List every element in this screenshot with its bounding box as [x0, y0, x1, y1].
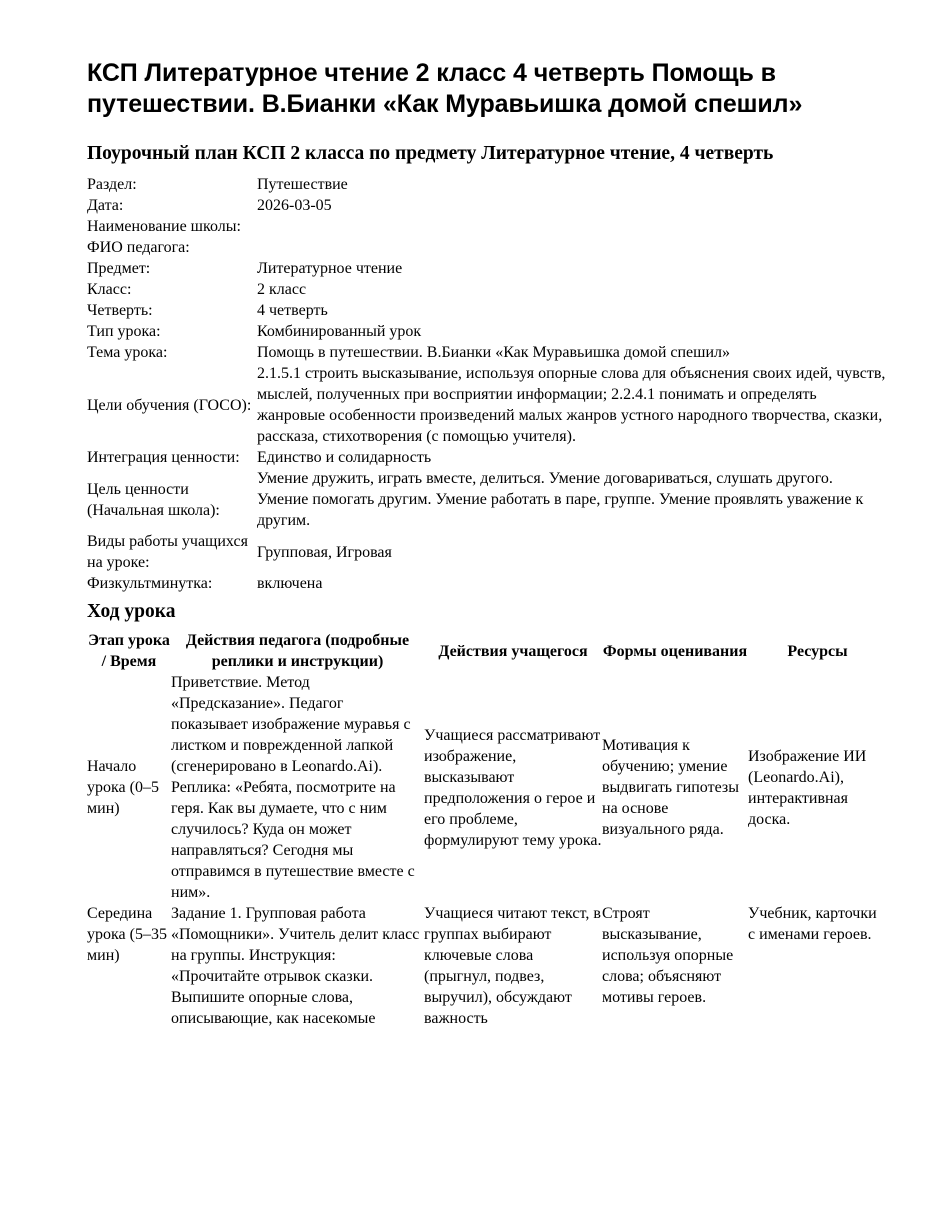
info-value: 2 класс: [257, 281, 307, 298]
cell-teacher: Задание 1. Групповая работа «Помощники». Учитель делит класс на группы. Инструкция: «Прочитайте отрывок сказки. Выпишите опорные слова, описывающие, как насекомые: [171, 905, 420, 1027]
info-label: Дата:: [87, 197, 124, 214]
info-label: Цель ценности (Начальная школа):: [87, 480, 220, 519]
info-value: Помощь в путешествии. В.Бианки «Как Муравьишка домой спешил»: [257, 344, 731, 361]
info-label: Виды работы учащихся на уроке:: [87, 533, 248, 571]
info-value: [257, 237, 887, 258]
cell-stage: Начало урока (0–5 мин): [87, 758, 159, 817]
table-row: [87, 903, 887, 1029]
info-label: Тип урока:: [87, 323, 161, 340]
header-assessment: Формы оценивания: [602, 642, 748, 660]
cell-assessment: Мотивация к обучению; умение выдвигать гипотезы на основе визуального ряда.: [602, 737, 739, 838]
info-label: Наименование школы:: [87, 218, 241, 235]
info-row: [87, 531, 887, 573]
info-value: включена: [257, 575, 323, 592]
cell-resources: Изображение ИИ (Leonardo.Ai), интерактивная доска.: [748, 747, 867, 828]
info-label: Физкультминутка:: [87, 575, 213, 592]
info-value: Групповая, Игровая: [257, 543, 392, 561]
info-row: [87, 447, 887, 468]
page-title: КСП Литературное чтение 2 класс 4 четверть Помощь в путешествии. В.Бианки «Как Муравьишка домой спешил»: [87, 59, 803, 118]
cell-teacher: Приветствие. Метод «Предсказание». Педагог показывает изображение муравья с листком и поврежденной лапкой (сгенерировано в Leonardo.Ai). Реплика: «Ребята, посмотрите на геря. Как вы думаете, что с ним случилось? Куда он может направляться? Сегодня мы отправимся в путешествие вместе с ним».: [171, 674, 415, 901]
plan-subtitle: Поурочный план КСП 2 класса по предмету Литературное чтение, 4 четверть: [87, 143, 774, 164]
lesson-steps-table: [87, 630, 887, 1029]
info-label: Четверть:: [87, 302, 153, 319]
cell-resources: Учебник, карточки с именами героев.: [748, 905, 877, 943]
info-value: [257, 216, 887, 237]
info-value: Комбинированный урок: [257, 323, 422, 340]
info-label: Цели обучения (ГОСО):: [87, 396, 252, 414]
cell-student: Учащиеся рассматривают изображение, высказывают предположения о герое и его проблеме, формулируют тему урока.: [424, 726, 602, 849]
info-row: [87, 174, 887, 195]
info-row: [87, 258, 887, 279]
info-value: 4 четверть: [257, 302, 328, 319]
header-teacher-actions: Действия педагога (подробные реплики и инструкции): [185, 632, 410, 670]
info-value: 2.1.5.1 строить высказывание, используя опорные слова для объяснения своих идей, чувств, мыслей, полученных при восприятии информации; 2.2.4.1 понимать и определять жанровые особенности произведений малых жанров устного народного творчества, сказки, рассказа, стихотворения (с помощью учителя).: [257, 365, 886, 445]
info-value: Литературное чтение: [257, 260, 403, 277]
info-row: [87, 321, 887, 342]
info-row: [87, 279, 887, 300]
header-stage: Этап урока / Время: [88, 632, 170, 670]
document-page: [87, 58, 887, 1029]
cell-student: Учащиеся читают текст, в группах выбирают ключевые слова (прыгнул, подвез, выручил), обсуждают важность: [424, 905, 601, 1027]
steps-header-row: [87, 630, 887, 672]
info-row: [87, 342, 887, 363]
info-label: Раздел:: [87, 176, 137, 193]
cell-stage: Середина урока (5–35 мин): [87, 905, 167, 964]
info-value: 2026-03-05: [257, 197, 332, 214]
info-label: ФИО педагога:: [87, 239, 190, 256]
info-label: Интеграция ценности:: [87, 449, 240, 466]
header-student-actions: Действия учащегося: [438, 642, 588, 660]
info-value: Путешествие: [257, 176, 348, 193]
info-label: Предмет:: [87, 260, 151, 277]
info-label: Тема урока:: [87, 344, 168, 361]
lesson-progress-heading: Ход урока: [87, 601, 176, 622]
info-row: [87, 468, 887, 531]
table-row: [87, 672, 887, 903]
info-row: [87, 216, 887, 237]
info-label: Класс:: [87, 281, 132, 298]
lesson-info-table: [87, 174, 887, 594]
info-row: [87, 237, 887, 258]
cell-assessment: Строят высказывание, используя опорные слова; объясняют мотивы героев.: [602, 905, 734, 1006]
header-resources: Ресурсы: [787, 642, 848, 660]
info-row: [87, 195, 887, 216]
info-row: [87, 363, 887, 447]
info-value: Умение дружить, играть вместе, делиться. Умение договариваться, слушать другого. Умение помогать другим. Умение работать в паре, группе. Умение проявлять уважение к другим.: [257, 470, 864, 529]
info-row: [87, 573, 887, 594]
info-row: [87, 300, 887, 321]
info-value: Единство и солидарность: [257, 449, 432, 466]
